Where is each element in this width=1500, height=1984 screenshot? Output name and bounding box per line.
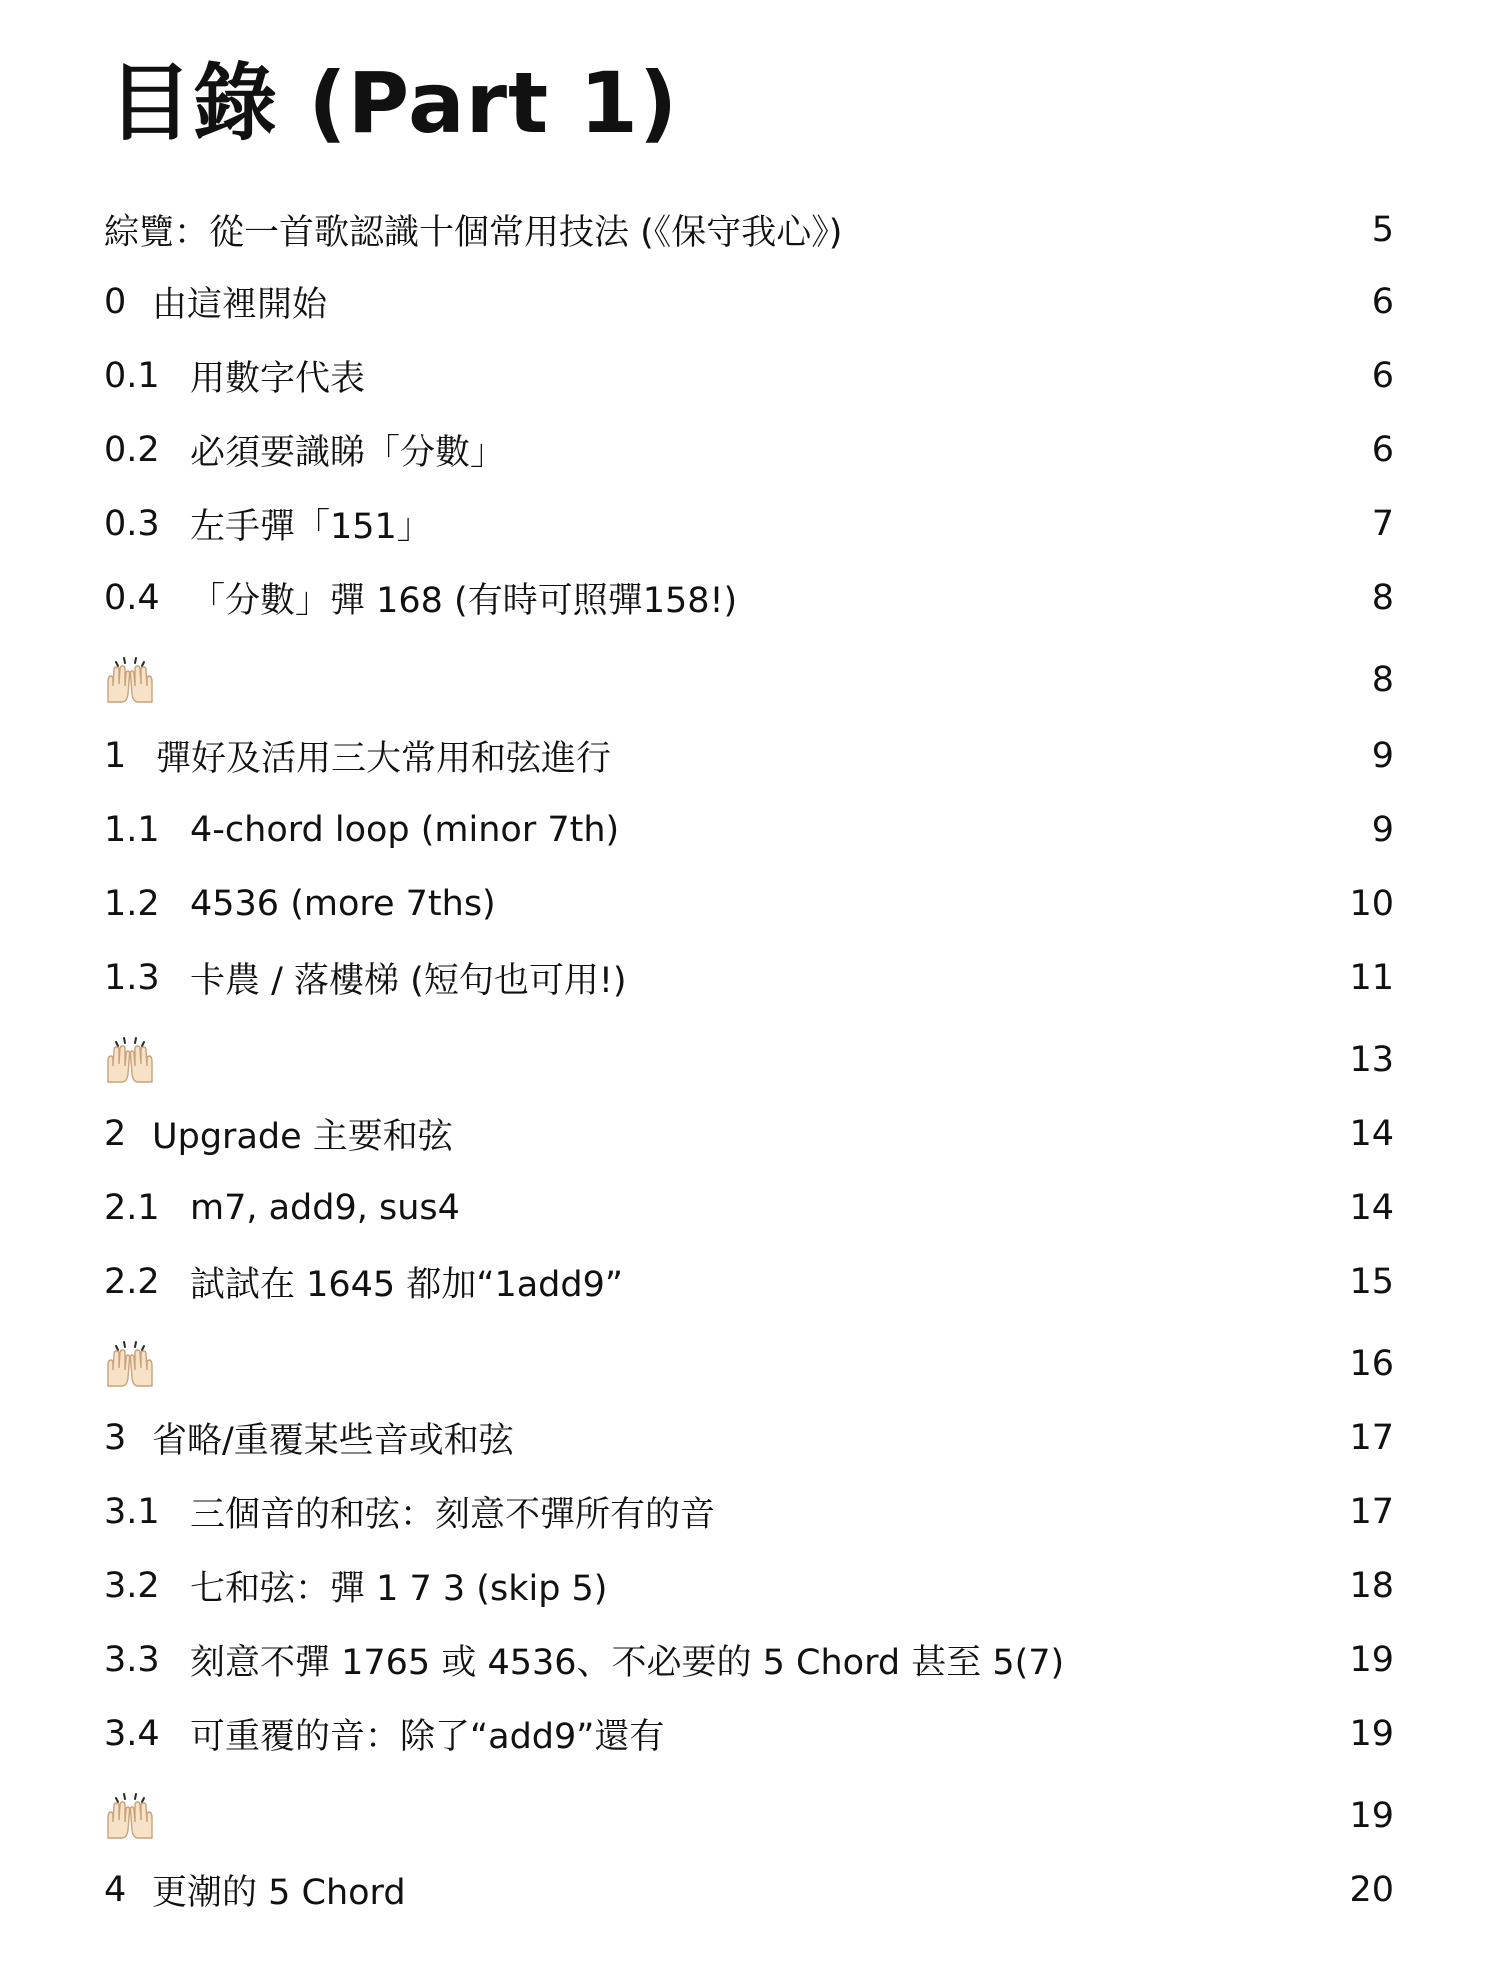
toc-page-number: 9 (1371, 810, 1394, 850)
toc-entry-text: 4536 (more 7ths) (190, 884, 496, 924)
page-title: 目錄 (Part 1) (108, 54, 679, 152)
toc-entry[interactable] (104, 494, 1394, 554)
toc-entry-label (104, 1792, 156, 1840)
toc-entry[interactable] (104, 1630, 1394, 1690)
toc-page-number: 19 (1349, 1796, 1394, 1836)
toc-page-number: 9 (1371, 736, 1394, 776)
toc-entry-label (104, 351, 365, 401)
toc-entry[interactable] (104, 568, 1394, 628)
toc-divider-row[interactable] (104, 1334, 1394, 1394)
toc-entry-number: 1.2 (104, 884, 160, 924)
toc-entry[interactable] (104, 948, 1394, 1008)
toc-page-number: 14 (1349, 1114, 1394, 1154)
toc-entry[interactable] (104, 1860, 1394, 1920)
toc-entry-label (104, 1257, 623, 1307)
toc-entry-label (104, 573, 737, 623)
toc-entry-label (104, 1635, 1064, 1685)
toc-entry-label (104, 1340, 156, 1388)
raising-hands-icon (104, 1036, 156, 1084)
toc-entry-label (104, 499, 432, 549)
toc-page-number: 6 (1371, 430, 1394, 470)
toc-entry-number: 3.2 (104, 1566, 160, 1606)
toc-page-number: 17 (1349, 1492, 1394, 1532)
raising-hands-icon (104, 1340, 156, 1388)
toc-entry-label (104, 731, 611, 781)
toc-page-number: 14 (1349, 1188, 1394, 1228)
toc-entry[interactable] (104, 800, 1394, 860)
toc-page-number: 10 (1349, 884, 1394, 924)
toc-entry-text: 可重覆的音：除了“add9”還有 (190, 1717, 665, 1757)
toc-entry-label (104, 1109, 453, 1159)
toc-entry-label (104, 1487, 715, 1537)
toc-entry-text: 左手彈「151」 (190, 507, 432, 547)
toc-entry-text: 綜覽：從一首歌認識十個常用技法 (《保守我心》) (104, 213, 843, 253)
toc-entry-text: 彈好及活用三大常用和弦進行 (156, 739, 612, 779)
toc-entry-label (104, 425, 505, 475)
toc-page-number: 19 (1349, 1714, 1394, 1754)
toc-page-number: 16 (1349, 1344, 1394, 1384)
toc-entry-number: 3.4 (104, 1714, 160, 1754)
toc-entry[interactable] (104, 1252, 1394, 1312)
toc-entry-number: 4 (104, 1870, 127, 1910)
toc-entry[interactable] (104, 200, 1394, 260)
toc-entry-label (104, 205, 842, 255)
toc-page-number: 19 (1349, 1640, 1394, 1680)
toc-page-number: 15 (1349, 1262, 1394, 1302)
toc-entry-number: 2.2 (104, 1262, 160, 1302)
toc-entry-text: 試試在 1645 都加“1add9” (190, 1265, 624, 1305)
toc-entry[interactable] (104, 1556, 1394, 1616)
toc-entry-text: 「分數」彈 168 (有時可照彈158!) (190, 581, 738, 621)
toc-entry[interactable] (104, 1178, 1394, 1238)
toc-page-number: 5 (1371, 210, 1394, 250)
toc-entry-text: 4-chord loop (minor 7th) (190, 810, 620, 850)
toc-page-number: 20 (1349, 1870, 1394, 1910)
toc-page-number: 11 (1349, 958, 1394, 998)
toc-entry[interactable] (104, 1104, 1394, 1164)
toc-entry[interactable] (104, 1704, 1394, 1764)
toc-divider-row[interactable] (104, 650, 1394, 710)
toc-entry-label (104, 1561, 607, 1611)
toc-entry[interactable] (104, 272, 1394, 332)
toc-entry-label (104, 810, 619, 850)
toc-entry-text: 七和弦：彈 1 7 3 (skip 5) (190, 1569, 608, 1609)
toc-page-number: 13 (1349, 1040, 1394, 1080)
toc-entry-text: 用數字代表 (190, 359, 366, 399)
toc-entry-text: 由這裡開始 (152, 285, 328, 325)
toc-entry-number: 0 (104, 282, 127, 322)
raising-hands-icon (104, 1792, 156, 1840)
toc-page-number: 6 (1371, 282, 1394, 322)
toc-entry[interactable] (104, 874, 1394, 934)
toc-entry-label (104, 1865, 406, 1915)
toc-page-number: 8 (1371, 660, 1394, 700)
toc-entry[interactable] (104, 346, 1394, 406)
toc-entry-number: 1 (104, 736, 127, 776)
toc-entry-label (104, 277, 327, 327)
toc-page-number: 17 (1349, 1418, 1394, 1458)
toc-entry-text: m7, add9, sus4 (190, 1188, 460, 1228)
toc-entry-label (104, 884, 496, 924)
toc-divider-row[interactable] (104, 1786, 1394, 1846)
toc-page-number: 6 (1371, 356, 1394, 396)
toc-entry[interactable] (104, 1408, 1394, 1468)
toc-entry-text: 省略/重覆某些音或和弦 (152, 1421, 514, 1461)
toc-entry-text: 卡農 / 落樓梯 (短句也可用!) (190, 961, 627, 1001)
toc-entry-number: 3 (104, 1418, 127, 1458)
toc-page-number: 18 (1349, 1566, 1394, 1606)
toc-entry-number: 0.3 (104, 504, 160, 544)
toc-entry-number: 3.3 (104, 1640, 160, 1680)
toc-entry-number: 1.1 (104, 810, 160, 850)
toc-entry-number: 2 (104, 1114, 127, 1154)
toc-entry-text: 三個音的和弦：刻意不彈所有的音 (190, 1495, 716, 1535)
toc-entry[interactable] (104, 1482, 1394, 1542)
table-of-contents (104, 0, 1394, 1984)
toc-entry-label (104, 1036, 156, 1084)
toc-entry-number: 0.4 (104, 578, 160, 618)
toc-entry-number: 0.1 (104, 356, 160, 396)
toc-entry-text: 刻意不彈 1765 或 4536、不必要的 5 Chord 甚至 5(7) (190, 1643, 1065, 1683)
toc-entry-label (104, 953, 627, 1003)
toc-entry-number: 2.1 (104, 1188, 160, 1228)
toc-entry-number: 1.3 (104, 958, 160, 998)
toc-entry[interactable] (104, 726, 1394, 786)
toc-entry-label (104, 1413, 514, 1463)
toc-page-number: 8 (1371, 578, 1394, 618)
toc-entry-label (104, 656, 156, 704)
toc-entry-text: 必須要識睇「分數」 (190, 433, 506, 473)
toc-divider-row[interactable] (104, 1030, 1394, 1090)
toc-entry-label (104, 1188, 460, 1228)
toc-entry-number: 0.2 (104, 430, 160, 470)
raising-hands-icon (104, 656, 156, 704)
toc-entry[interactable] (104, 420, 1394, 480)
toc-entry-label (104, 1709, 664, 1759)
toc-entry-text: Upgrade 主要和弦 (152, 1117, 453, 1157)
toc-page-number: 7 (1371, 504, 1394, 544)
toc-entry-text: 更潮的 5 Chord (152, 1873, 406, 1913)
toc-entry-number: 3.1 (104, 1492, 160, 1532)
